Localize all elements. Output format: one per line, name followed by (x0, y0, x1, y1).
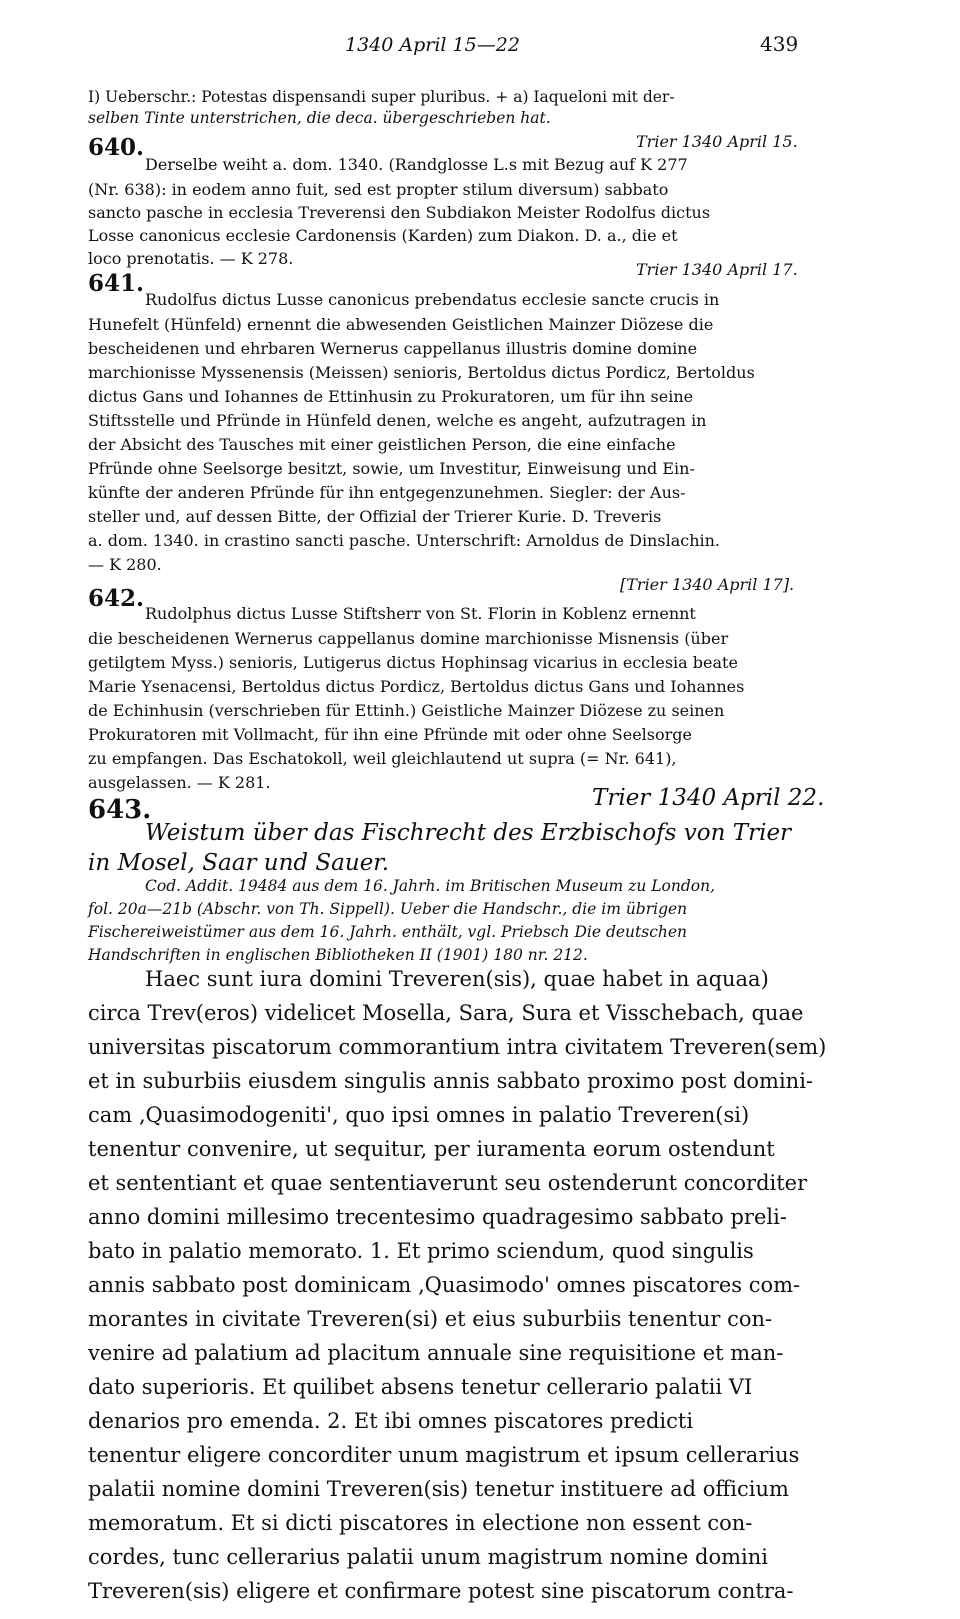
text-line: 642. (88, 585, 145, 612)
text-line: et sententiant et quae sententiaverunt seu ostenderunt concorditer (88, 1171, 808, 1195)
text-line: Pfründe ohne Seelsorge besitzt, sowie, um Investitur, Einweisung und Ein- (88, 459, 695, 478)
text-line: denarios pro emenda. 2. Et ibi omnes piscatores predicti (88, 1409, 694, 1433)
text-line: Prokuratoren mit Vollmacht, für ihn eine Pfründe mit oder ohne Seelsorge (88, 725, 692, 744)
text-line: zu empfangen. Das Eschatokoll, weil gleichlautend ut supra (= Nr. 641), (88, 749, 677, 768)
text-line: cam ‚Quasimodogeniti', quo ipsi omnes in palatio Treveren(si) (88, 1103, 750, 1127)
text-line: in Mosel, Saar und Sauer. (88, 850, 390, 876)
text-line: die bescheidenen Wernerus cappellanus domine marchionisse Misnensis (über (88, 629, 729, 648)
text-line: (Nr. 638): in eodem anno fuit, sed est propter stilum diversum) sabbato (88, 180, 669, 199)
text-line: Derselbe weiht a. dom. 1340. (Randglosse L.s mit Bezug auf K 277 (145, 155, 688, 174)
text-line: Hunefelt (Hünfeld) ernennt die abwesenden Geistlichen Mainzer Diözese die (88, 315, 714, 334)
text-line: 643. (88, 795, 152, 825)
text-line: tenentur eligere concorditer unum magistrum et ipsum cellerarius (88, 1443, 800, 1467)
text-line: Rudolphus dictus Lusse Stiftsherr von St. Florin in Koblenz ernennt (145, 604, 696, 623)
text-line: loco prenotatis. — K 278. (88, 249, 294, 268)
text-line: memoratum. Et si dicti piscatores in electione non essent con- (88, 1511, 753, 1535)
text-line: I) Ueberschr.: Potestas dispensandi super pluribus. + a) Iaqueloni mit der- (88, 88, 675, 106)
text-line: Rudolfus dictus Lusse canonicus prebendatus ecclesie sancte crucis in (145, 290, 720, 309)
text-line: Treveren(sis) eligere et confirmare potest sine piscatorum contra- (88, 1579, 794, 1603)
text-line: sancto pasche in ecclesia Treverensi den Subdiakon Meister Rodolfus dictus (88, 203, 711, 222)
text-line: dictus Gans und Iohannes de Ettinhusin zu Prokuratoren, um für ihn seine (88, 387, 694, 406)
text-line: Haec sunt iura domini Treveren(sis), quae habet in aquaa) (145, 967, 769, 991)
text-line: Fischereiweistümer aus dem 16. Jahrh. enthält, vgl. Priebsch Die deutschen (88, 923, 688, 941)
text-line: venire ad palatium ad placitum annuale sine requisitione et man- (88, 1341, 784, 1365)
text-line: Losse canonicus ecclesie Cardonensis (Karden) zum Diakon. D. a., die et (88, 226, 678, 245)
text-line: bato in palatio memorato. 1. Et primo sciendum, quod singulis (88, 1239, 754, 1263)
text-line: steller und, auf dessen Bitte, der Offizial der Trierer Kurie. D. Treveris (88, 507, 662, 526)
text-line: cordes, tunc cellerarius palatii unum magistrum nomine domini (88, 1545, 768, 1569)
text-line: — K 280. (88, 555, 162, 574)
text-line: Trier 1340 April 22. (592, 785, 825, 811)
text-line: [Trier 1340 April 17]. (620, 575, 795, 594)
text-line: Marie Ysenacensi, Bertoldus dictus Pordicz, Bertoldus dictus Gans und Iohannes (88, 677, 745, 696)
text-line: a. dom. 1340. in crastino sancti pasche. Unterschrift: Arnoldus de Dinslachin. (88, 531, 720, 550)
text-line: Cod. Addit. 19484 aus dem 16. Jahrh. im Britischen Museum zu London, (145, 877, 716, 895)
text-line: annis sabbato post dominicam ‚Quasimodo' omnes piscatores com- (88, 1273, 801, 1297)
text-line: palatii nomine domini Treveren(sis) tenetur instituere ad officium (88, 1477, 789, 1501)
text-line: circa Trev(eros) videlicet Mosella, Sara, Sura et Visschebach, quae (88, 1001, 804, 1025)
text-line: Stiftsstelle und Pfründe in Hünfeld denen, welche es angeht, aufzutragen in (88, 411, 707, 430)
page-number: 439 (760, 32, 799, 56)
text-line: 641. (88, 270, 145, 297)
text-line: getilgtem Myss.) senioris, Lutigerus dictus Hophinsag vicarius in ecclesia beate (88, 653, 738, 672)
text-line: Trier 1340 April 15. (636, 132, 798, 151)
text-line: de Echinhusin (verschrieben für Ettinh.) Geistliche Mainzer Diözese zu seinen (88, 701, 725, 720)
text-line: et in suburbiis eiusdem singulis annis sabbato proximo post domini- (88, 1069, 814, 1093)
text-line: anno domini millesimo trecentesimo quadragesimo sabbato preli- (88, 1205, 787, 1229)
text-line: dato superioris. Et quilibet absens tenetur cellerario palatii VI (88, 1375, 753, 1399)
text-line: Weistum über das Fischrecht des Erzbischofs von Trier (145, 820, 792, 846)
text-line: universitas piscatorum commorantium intra civitatem Treveren(sem) (88, 1035, 827, 1059)
text-line: Handschriften in englischen Bibliotheken II (1901) 180 nr. 212. (88, 946, 588, 964)
text-line: selben Tinte unterstrichen, die deca. übergeschrieben hat. (88, 109, 551, 127)
text-line: künfte der anderen Pfründe für ihn entgegenzunehmen. Siegler: der Aus- (88, 483, 686, 502)
text-line: ausgelassen. — K 281. (88, 773, 271, 792)
text-line: Trier 1340 April 17. (636, 260, 798, 279)
text-line: tenentur convenire, ut sequitur, per iuramenta eorum ostendunt (88, 1137, 775, 1161)
text-line: bescheidenen und ehrbaren Wernerus cappellanus illustris domine domine (88, 339, 698, 358)
running-title: 1340 April 15—22 (345, 34, 520, 56)
text-line: der Absicht des Tausches mit einer geistlichen Person, die eine einfache (88, 435, 676, 454)
text-line: morantes in civitate Treveren(si) et eius suburbiis tenentur con- (88, 1307, 773, 1331)
text-line: marchionisse Myssenensis (Meissen) senioris, Bertoldus dictus Pordicz, Bertoldus (88, 363, 755, 382)
text-line: 640. (88, 134, 145, 161)
text-line: fol. 20a—21b (Abschr. von Th. Sippell). Ueber die Handschr., die im übrigen (88, 900, 688, 918)
